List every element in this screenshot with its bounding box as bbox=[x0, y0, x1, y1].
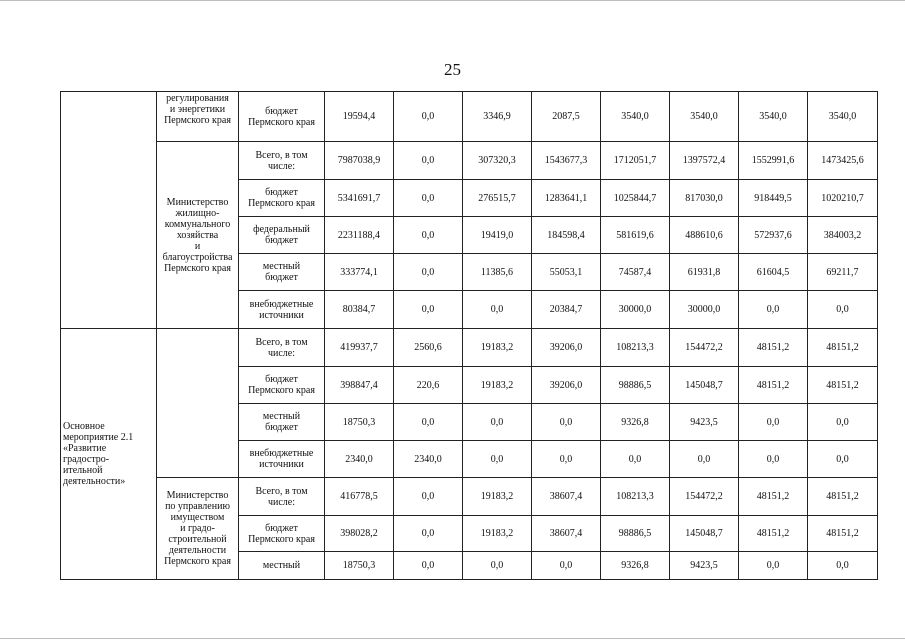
value-cell: 19419,0 bbox=[463, 217, 532, 254]
value-cell: 0,0 bbox=[394, 478, 463, 516]
value-cell: 30000,0 bbox=[601, 291, 670, 329]
executor-cell: регулирования и энергетики Пермского края bbox=[157, 92, 239, 142]
value-cell: 74587,4 bbox=[601, 254, 670, 291]
value-cell: 3540,0 bbox=[808, 92, 878, 142]
value-cell: 0,0 bbox=[532, 404, 601, 441]
value-cell: 108213,3 bbox=[601, 329, 670, 367]
value-cell: 9423,5 bbox=[670, 552, 739, 580]
scan-edge-bottom bbox=[0, 638, 905, 639]
funding-source-cell: бюджет Пермского края bbox=[239, 92, 325, 142]
value-cell: 0,0 bbox=[532, 552, 601, 580]
value-cell: 30000,0 bbox=[670, 291, 739, 329]
value-cell: 572937,6 bbox=[739, 217, 808, 254]
budget-table bbox=[60, 91, 878, 580]
value-cell: 48151,2 bbox=[808, 367, 878, 404]
value-cell: 39206,0 bbox=[532, 367, 601, 404]
funding-source-cell: местный бюджет bbox=[239, 254, 325, 291]
value-cell: 20384,7 bbox=[532, 291, 601, 329]
value-cell: 0,0 bbox=[808, 552, 878, 580]
value-cell: 1552991,6 bbox=[739, 142, 808, 180]
value-cell: 48151,2 bbox=[739, 478, 808, 516]
value-cell: 9326,8 bbox=[601, 404, 670, 441]
value-cell: 2231188,4 bbox=[325, 217, 394, 254]
value-cell: 61931,8 bbox=[670, 254, 739, 291]
value-cell: 55053,1 bbox=[532, 254, 601, 291]
funding-source-cell: Всего, в том числе: bbox=[239, 329, 325, 367]
value-cell: 9423,5 bbox=[670, 404, 739, 441]
funding-source-cell: внебюджетные источники bbox=[239, 441, 325, 478]
executor-cell: Министерство жилищно- коммунального хозяйства и благоустройства Пермского края bbox=[157, 142, 239, 329]
value-cell: 3346,9 bbox=[463, 92, 532, 142]
value-cell: 2560,6 bbox=[394, 329, 463, 367]
value-cell: 276515,7 bbox=[463, 180, 532, 217]
value-cell: 384003,2 bbox=[808, 217, 878, 254]
value-cell: 18750,3 bbox=[325, 404, 394, 441]
value-cell: 0,0 bbox=[394, 92, 463, 142]
value-cell: 1283641,1 bbox=[532, 180, 601, 217]
value-cell: 48151,2 bbox=[808, 516, 878, 552]
funding-source-cell: Всего, в том числе: bbox=[239, 142, 325, 180]
value-cell: 19183,2 bbox=[463, 329, 532, 367]
value-cell: 817030,0 bbox=[670, 180, 739, 217]
value-cell: 416778,5 bbox=[325, 478, 394, 516]
value-cell: 333774,1 bbox=[325, 254, 394, 291]
value-cell: 488610,6 bbox=[670, 217, 739, 254]
value-cell: 7987038,9 bbox=[325, 142, 394, 180]
value-cell: 1397572,4 bbox=[670, 142, 739, 180]
value-cell: 398028,2 bbox=[325, 516, 394, 552]
value-cell: 48151,2 bbox=[739, 516, 808, 552]
value-cell: 98886,5 bbox=[601, 516, 670, 552]
value-cell: 0,0 bbox=[463, 552, 532, 580]
value-cell: 0,0 bbox=[739, 552, 808, 580]
value-cell: 2340,0 bbox=[394, 441, 463, 478]
table-row bbox=[61, 92, 878, 142]
executor-cell bbox=[157, 329, 239, 478]
page-number: 25 bbox=[444, 60, 461, 79]
value-cell: 0,0 bbox=[808, 441, 878, 478]
value-cell: 11385,6 bbox=[463, 254, 532, 291]
value-cell: 61604,5 bbox=[739, 254, 808, 291]
value-cell: 0,0 bbox=[739, 291, 808, 329]
value-cell: 1020210,7 bbox=[808, 180, 878, 217]
value-cell: 398847,4 bbox=[325, 367, 394, 404]
funding-source-cell: местный бюджет bbox=[239, 404, 325, 441]
value-cell: 18750,3 bbox=[325, 552, 394, 580]
value-cell: 19183,2 bbox=[463, 516, 532, 552]
value-cell: 184598,4 bbox=[532, 217, 601, 254]
table-row bbox=[61, 329, 878, 367]
table-row bbox=[61, 142, 878, 180]
value-cell: 48151,2 bbox=[808, 478, 878, 516]
activity-cell-empty bbox=[61, 92, 157, 329]
funding-source-cell: бюджет Пермского края bbox=[239, 516, 325, 552]
funding-source-cell: федеральный бюджет bbox=[239, 217, 325, 254]
scan-edge-top bbox=[0, 0, 905, 1]
value-cell: 108213,3 bbox=[601, 478, 670, 516]
value-cell: 3540,0 bbox=[739, 92, 808, 142]
funding-source-cell: бюджет Пермского края bbox=[239, 367, 325, 404]
value-cell: 0,0 bbox=[739, 441, 808, 478]
value-cell: 419937,7 bbox=[325, 329, 394, 367]
value-cell: 80384,7 bbox=[325, 291, 394, 329]
value-cell: 0,0 bbox=[739, 404, 808, 441]
value-cell: 581619,6 bbox=[601, 217, 670, 254]
value-cell: 1543677,3 bbox=[532, 142, 601, 180]
value-cell: 220,6 bbox=[394, 367, 463, 404]
value-cell: 0,0 bbox=[808, 291, 878, 329]
value-cell: 19594,4 bbox=[325, 92, 394, 142]
executor-cell: Министерство по управлению имуществом и градо- строительной деятельности Пермского края bbox=[157, 478, 239, 580]
value-cell: 0,0 bbox=[394, 254, 463, 291]
value-cell: 19183,2 bbox=[463, 478, 532, 516]
value-cell: 0,0 bbox=[670, 441, 739, 478]
value-cell: 145048,7 bbox=[670, 367, 739, 404]
value-cell: 48151,2 bbox=[739, 329, 808, 367]
value-cell: 0,0 bbox=[463, 404, 532, 441]
value-cell: 145048,7 bbox=[670, 516, 739, 552]
value-cell: 0,0 bbox=[394, 142, 463, 180]
value-cell: 154472,2 bbox=[670, 478, 739, 516]
value-cell: 154472,2 bbox=[670, 329, 739, 367]
value-cell: 3540,0 bbox=[601, 92, 670, 142]
value-cell: 69211,7 bbox=[808, 254, 878, 291]
value-cell: 0,0 bbox=[463, 291, 532, 329]
value-cell: 19183,2 bbox=[463, 367, 532, 404]
main-activity-cell: Основное мероприятие 2.1 «Развитие градостро- ительной деятельности» bbox=[61, 329, 157, 580]
value-cell: 0,0 bbox=[394, 180, 463, 217]
value-cell: 1025844,7 bbox=[601, 180, 670, 217]
value-cell: 0,0 bbox=[394, 516, 463, 552]
funding-source-cell: бюджет Пермского края bbox=[239, 180, 325, 217]
value-cell: 1712051,7 bbox=[601, 142, 670, 180]
value-cell: 9326,8 bbox=[601, 552, 670, 580]
value-cell: 48151,2 bbox=[808, 329, 878, 367]
value-cell: 1473425,6 bbox=[808, 142, 878, 180]
funding-source-cell: внебюджетные источники bbox=[239, 291, 325, 329]
value-cell: 3540,0 bbox=[670, 92, 739, 142]
value-cell: 0,0 bbox=[394, 552, 463, 580]
value-cell: 2340,0 bbox=[325, 441, 394, 478]
value-cell: 0,0 bbox=[601, 441, 670, 478]
value-cell: 38607,4 bbox=[532, 478, 601, 516]
value-cell: 307320,3 bbox=[463, 142, 532, 180]
value-cell: 0,0 bbox=[808, 404, 878, 441]
value-cell: 38607,4 bbox=[532, 516, 601, 552]
funding-source-cell: Всего, в том числе: bbox=[239, 478, 325, 516]
value-cell: 918449,5 bbox=[739, 180, 808, 217]
value-cell: 0,0 bbox=[394, 217, 463, 254]
value-cell: 39206,0 bbox=[532, 329, 601, 367]
value-cell: 98886,5 bbox=[601, 367, 670, 404]
value-cell: 0,0 bbox=[532, 441, 601, 478]
funding-source-cell: местный bbox=[239, 552, 325, 580]
value-cell: 5341691,7 bbox=[325, 180, 394, 217]
value-cell: 2087,5 bbox=[532, 92, 601, 142]
value-cell: 0,0 bbox=[394, 291, 463, 329]
value-cell: 0,0 bbox=[394, 404, 463, 441]
table-row bbox=[61, 478, 878, 516]
value-cell: 0,0 bbox=[463, 441, 532, 478]
value-cell: 48151,2 bbox=[739, 367, 808, 404]
